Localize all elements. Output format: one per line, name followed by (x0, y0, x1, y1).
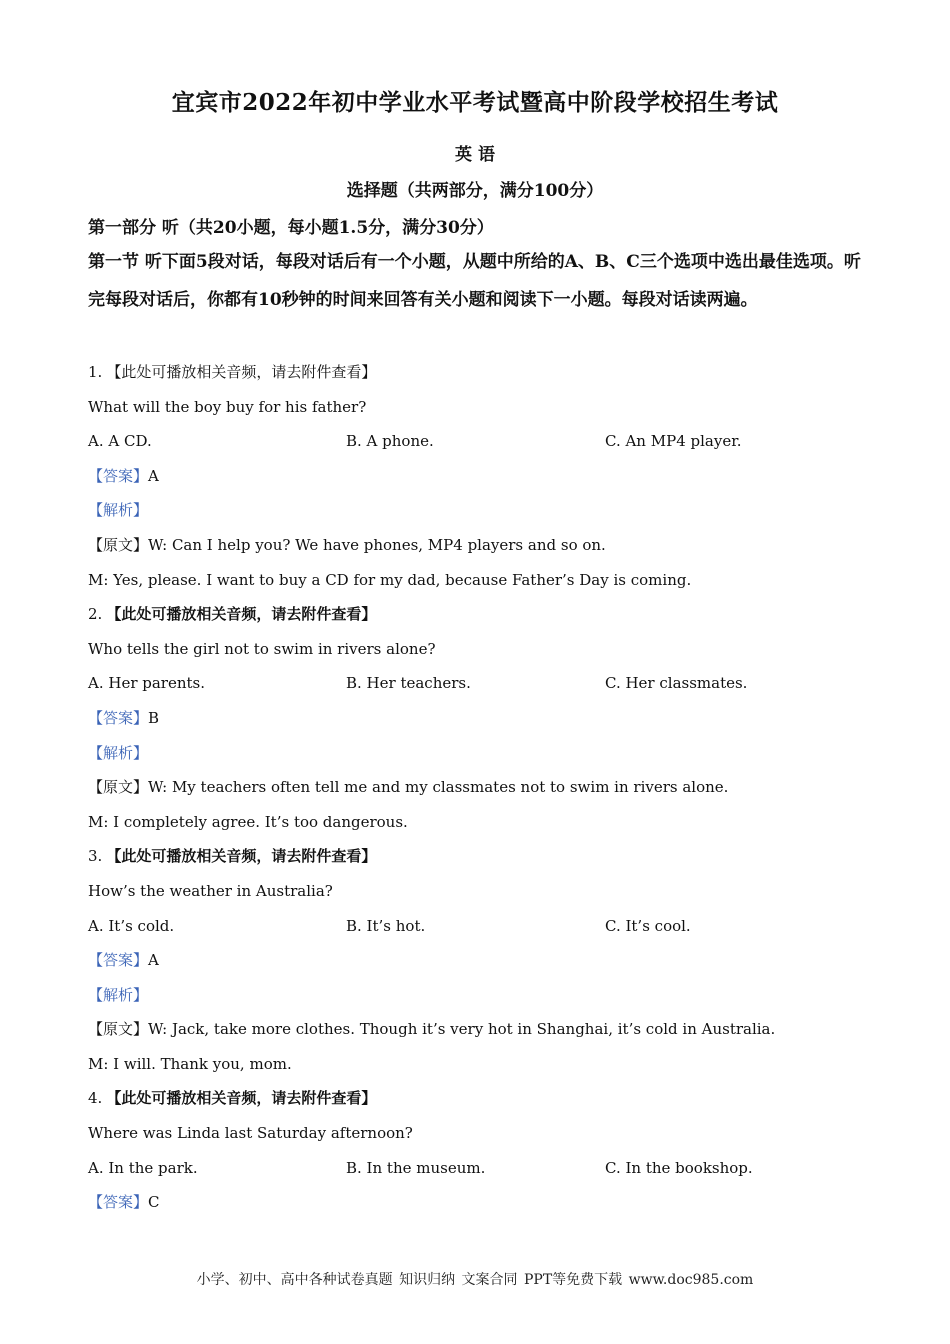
answer-label: 【答案】 (88, 1193, 149, 1212)
transcript-row (88, 775, 868, 810)
question-header (88, 602, 868, 637)
page-footer: 小学、初中、高中各种试卷真题 知识归纳 文案合同 PPT等免费下载 www.doc985.com (196, 1272, 754, 1288)
question-list (88, 360, 868, 1225)
audio-note: 【此处可播放相关音频，请去附件查看】 (106, 1089, 377, 1108)
transcript-w: W: Jack, take more clothes. Though it’s very hot in Shanghai, it’s cold in Australia. (148, 1020, 776, 1039)
transcript-m: M: I will. Thank you, mom. (88, 1054, 292, 1073)
question-number: 2. (88, 605, 103, 624)
option-c: C. In the bookshop. (605, 1158, 753, 1177)
option-a: A. It’s cold. (88, 916, 175, 935)
answer-label: 【答案】 (88, 466, 149, 485)
options-row (88, 429, 868, 464)
audio-note: 【此处可播放相关音频，请去附件查看】 (106, 605, 377, 624)
answer-label: 【答案】 (88, 708, 149, 727)
analysis-row (88, 741, 868, 776)
question-text: How’s the weather in Australia? (88, 881, 333, 900)
analysis-label: 【解析】 (88, 501, 149, 520)
analysis-row (88, 498, 868, 533)
transcript-row (88, 533, 868, 568)
transcript-row (88, 1017, 868, 1052)
audio-note: 【此处可播放相关音频，请去附件查看】 (106, 363, 377, 381)
answer-row (88, 948, 868, 983)
exam-title: 宜宾市2022年初中学业水平考试暨高中阶段学校招生考试 (171, 89, 779, 116)
answer-value: A (148, 951, 159, 970)
subject-title: 英 语 (455, 145, 495, 165)
question-number: 1. (88, 363, 103, 381)
option-c: C. An MP4 player. (605, 432, 742, 451)
options-row (88, 671, 868, 706)
answer-row (88, 1190, 868, 1225)
transcript-m: M: I completely agree. It’s too dangerous. (88, 812, 408, 831)
answer-value: C (148, 1193, 160, 1212)
transcript-label: 【原文】 (88, 535, 149, 554)
question-number: 3. (88, 847, 103, 866)
answer-row (88, 706, 868, 741)
analysis-label: 【解析】 (88, 743, 149, 762)
question-text: Where was Linda last Saturday afternoon? (88, 1124, 413, 1143)
part-heading: 第一部分 听（共20小题，每小题1.5分，满分30分） (88, 218, 494, 238)
question-header (88, 1086, 868, 1121)
option-b: B. It’s hot. (346, 916, 426, 935)
option-a: A. A CD. (88, 432, 152, 451)
transcript-label: 【原文】 (88, 778, 149, 797)
transcript-label: 【原文】 (88, 1020, 149, 1039)
question-header (88, 844, 868, 879)
answer-label: 【答案】 (88, 951, 149, 970)
option-b: B. Her teachers. (346, 674, 471, 693)
audio-note: 【此处可播放相关音频，请去附件查看】 (106, 847, 377, 866)
part-instructions: 第一节 听下面5段对话，每段对话后有一个小题，从题中所给的A、B、C三个选项中选出最佳选项。听完每段对话后，你都有10秒钟的时间来回答有关小题和阅读下一小题。每段对话读两遍。 (88, 252, 861, 310)
analysis-row (88, 983, 868, 1018)
answer-row (88, 464, 868, 499)
transcript-m: M: Yes, please. I want to buy a CD for my dad, because Father’s Day is coming. (88, 570, 692, 589)
option-b: B. In the museum. (346, 1158, 486, 1177)
answer-value: A (148, 466, 159, 485)
answer-value: B (148, 708, 160, 727)
option-c: C. It’s cool. (605, 916, 691, 935)
transcript-w: W: My teachers often tell me and my classmates not to swim in rivers alone. (148, 778, 729, 797)
transcript-w: W: Can I help you? We have phones, MP4 players and so on. (148, 535, 606, 554)
option-c: C. Her classmates. (605, 674, 748, 693)
option-a: A. In the park. (88, 1158, 198, 1177)
section-title: 选择题（共两部分，满分100分） (346, 181, 604, 201)
options-row (88, 914, 868, 949)
options-row (88, 1156, 868, 1191)
question-header (88, 360, 868, 395)
option-b: B. A phone. (346, 432, 434, 451)
question-number: 4. (88, 1089, 103, 1108)
question-text: What will the boy buy for his father? (88, 397, 367, 416)
option-a: A. Her parents. (88, 674, 206, 693)
analysis-label: 【解析】 (88, 985, 149, 1004)
question-text: Who tells the girl not to swim in rivers alone? (88, 639, 436, 658)
